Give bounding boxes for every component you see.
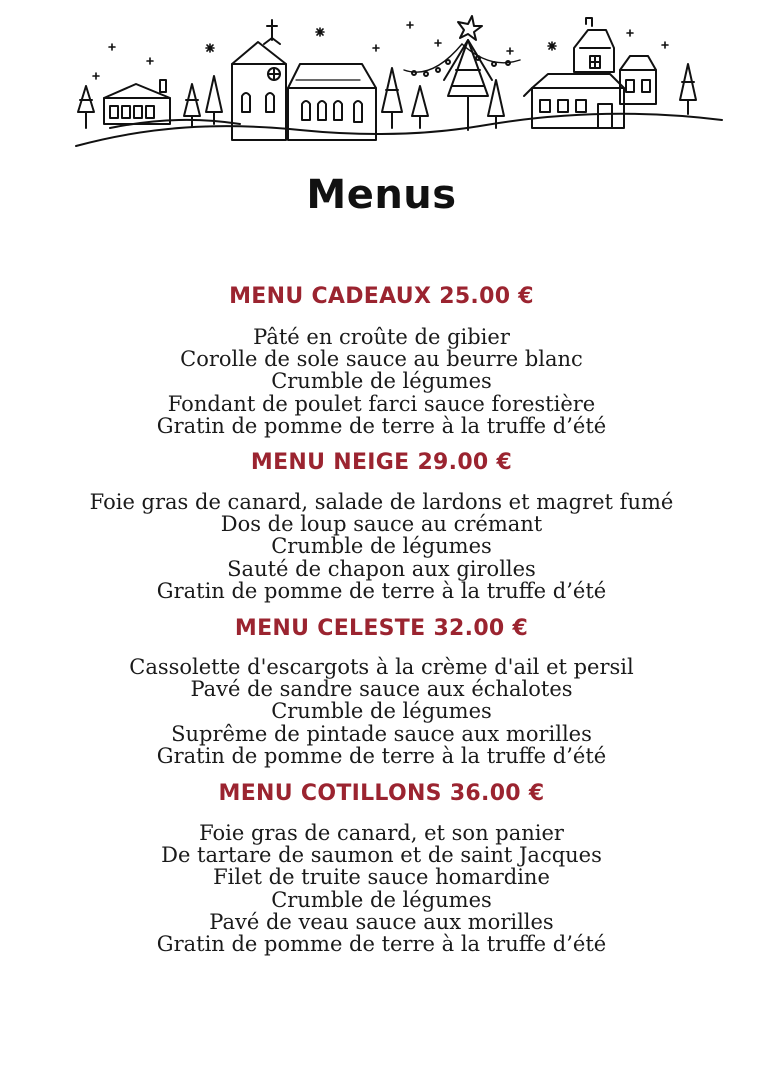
winter-village-icon [0,0,763,160]
menu-cotillons-title [0,781,763,806]
dish-item: Pâté en croûte de gibier [253,325,510,349]
dish-item: Gratin de pomme de terre à la truffe d’été [156,743,607,768]
page-title: Menus [306,172,457,218]
dish-item: Pavé de veau sauce aux morilles [209,909,554,934]
dish-item: Dos de loup sauce au crémant [220,512,543,537]
menu-celeste-dishes [0,656,763,767]
dish-item: Fondant de poulet farci sauce forestière [167,391,596,416]
dish-item: Sauté de chapon aux girolles [227,556,536,581]
dish-item: Pavé de sandre sauce aux échalotes [190,677,573,702]
menu-cotillons-dishes [0,822,763,955]
menu-name: MENU COTILLONS [218,781,442,806]
menu-name: MENU CADEAUX [229,284,432,309]
menu-celeste-title [0,616,763,641]
dish-item: Corolle de sole sauce au beurre blanc [180,347,583,372]
menu-neige-title [0,450,763,475]
dish-item: Gratin de pomme de terre à la truffe d’été [156,578,607,603]
menu-price: 29.00 € [417,450,513,475]
dish-item: Gratin de pomme de terre à la truffe d’été [156,413,607,438]
dish-item: Foie gras de canard, et son panier [199,821,564,845]
dish-item: Foie gras de canard, salade de lardons et magret fumé [89,490,674,514]
menu-name: MENU NEIGE [250,450,410,475]
dish-item: Suprême de pintade sauce aux morilles [171,721,592,746]
menu-cadeaux-title [0,284,763,309]
dish-item: Crumble de légumes [271,534,492,559]
menu-name: MENU CELESTE [234,616,426,641]
menu-cadeaux-dishes [0,326,763,437]
menu-price: 36.00 € [449,781,545,806]
dish-item: Cassolette d'escargots à la crème d'ail et persil [129,655,634,679]
dish-item: Crumble de légumes [271,699,492,724]
dish-item: Gratin de pomme de terre à la truffe d’été [156,932,607,957]
dish-item: Crumble de légumes [271,369,492,394]
dish-item: Filet de truite sauce homardine [213,865,550,890]
dish-item: De tartare de saumon et de saint Jacques [161,843,602,868]
menu-price: 25.00 € [439,284,534,309]
menu-price: 32.00 € [433,616,529,641]
dish-item: Crumble de légumes [271,887,492,912]
menu-neige-dishes [0,491,763,602]
